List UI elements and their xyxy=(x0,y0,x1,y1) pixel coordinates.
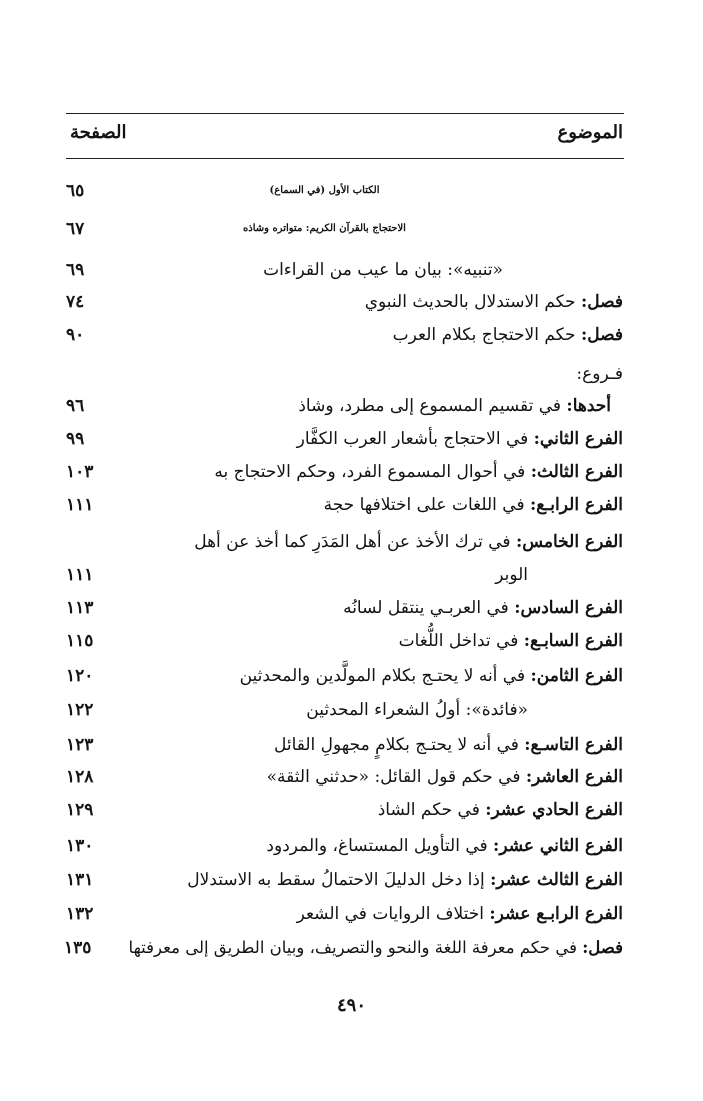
entry-title: الوبر xyxy=(495,565,528,585)
page-number: ٤٩٠ xyxy=(336,995,366,1016)
entry-title: فـروع: xyxy=(576,364,623,384)
toc-entry xyxy=(66,795,623,825)
entry-title: الفرع العاشر: في حكم قول القائل: «حدثني الثقة» xyxy=(266,767,623,787)
entry-page: ١٣١ xyxy=(66,870,94,890)
entry-page: ١١١ xyxy=(66,495,94,515)
entry-page: ١٠٣ xyxy=(66,462,94,482)
toc-entry xyxy=(66,661,623,691)
entry-page: ١٣٠ xyxy=(66,836,94,856)
toc-entry xyxy=(66,730,623,760)
entry-title: الفرع الثاني: في الاحتجاج بأشعار العرب الكفَّار xyxy=(296,429,623,449)
toc-entry xyxy=(66,933,623,963)
entry-page: ١٢٩ xyxy=(66,800,94,820)
entry-page: ٩٠ xyxy=(66,325,85,345)
page-column-header: الصفحة xyxy=(70,122,127,143)
entry-title: «فائدة»: أولُ الشعراء المحدثين xyxy=(306,700,528,720)
entry-page: ١٣٢ xyxy=(66,904,94,924)
toc-entry xyxy=(66,176,623,206)
entry-page: ٩٩ xyxy=(66,429,85,449)
entry-title: الفرع الثاني عشر: في التأويل المستساغ، والمردود xyxy=(266,836,623,856)
entry-page: ١٣٥ xyxy=(64,938,92,958)
entry-page: ٦٩ xyxy=(66,260,85,280)
entry-title: الكتاب الأول (في السماع) xyxy=(269,185,380,196)
entry-title: فصل: في حكم معرفة اللغة والنحو والتصريف، وبيان الطريق إلى معرفتها xyxy=(128,938,623,957)
entry-title: الفرع الرابـع عشر: اختلاف الروايات في الشعر xyxy=(296,904,623,924)
toc-entry xyxy=(66,320,623,350)
entry-title: الفرع السادس: في العربـي ينتقل لسانُه xyxy=(343,598,623,618)
entry-page: ١١٥ xyxy=(66,631,94,651)
toc-entry xyxy=(66,457,623,487)
top-rule xyxy=(66,113,624,114)
entry-page: ١٢٨ xyxy=(66,767,94,787)
toc-entry xyxy=(66,695,623,725)
entry-page: ٧٤ xyxy=(66,292,85,312)
toc-entry xyxy=(66,424,623,454)
toc-entry xyxy=(66,831,623,861)
toc-entry xyxy=(66,287,623,317)
entry-title: الفرع الرابـع: في اللغات على اختلافها حجة xyxy=(323,495,623,515)
toc-entry xyxy=(66,255,623,285)
entry-title: الاحتجاج بالقرآن الكريم: متواتره وشاذه xyxy=(243,223,406,234)
entry-title: فصل: حكم الاستدلال بالحديث النبوي xyxy=(364,292,623,312)
entry-title: الفرع الثالث عشر: إذا دخل الدليلَ الاحتمالُ سقط به الاستدلال xyxy=(187,870,623,890)
entry-title: الفرع التاسـع: في أنه لا يحتـج بكلامٍ مجهولِ القائل xyxy=(273,735,623,755)
entry-title: أحدها: في تقسيم المسموع إلى مطرد، وشاذ xyxy=(298,396,611,416)
entry-title: «تنبيه»: بيان ما عيب من القراءات xyxy=(263,260,503,280)
entry-page: ٦٥ xyxy=(66,181,85,201)
toc-entry xyxy=(66,359,623,389)
entry-title: فصل: حكم الاحتجاج بكلام العرب xyxy=(392,325,623,345)
entry-page: ١١١ xyxy=(66,565,94,585)
toc-entry xyxy=(66,899,623,929)
toc-entry xyxy=(66,762,623,792)
topic-column-header: الموضوع xyxy=(557,122,623,143)
toc-entry xyxy=(66,593,623,623)
entry-page: ١٢٢ xyxy=(66,700,94,720)
entry-page: ٩٦ xyxy=(66,396,85,416)
header-rule xyxy=(66,158,624,159)
toc-entry xyxy=(66,626,623,656)
entry-page: ١١٣ xyxy=(66,598,94,618)
entry-title: الفرع الحادي عشر: في حكم الشاذ xyxy=(377,800,623,820)
toc-entry xyxy=(66,865,623,895)
entry-title: الفرع الثامن: في أنه لا يحتـج بكلام المولَّدين والمحدثين xyxy=(239,666,623,686)
entry-page: ٦٧ xyxy=(66,219,85,239)
toc-entry xyxy=(66,560,623,590)
entry-title: الفرع السابـع: في تداخل اللُّغات xyxy=(398,631,623,651)
entry-title: الفرع الثالث: في أحوال المسموع الفرد، وحكم الاحتجاج به xyxy=(214,462,623,482)
toc-entry xyxy=(66,527,623,557)
entry-title: الفرع الخامس: في ترك الأخذ عن أهل المَدَرِ كما أخذ عن أهل xyxy=(194,532,623,552)
toc-entry xyxy=(66,214,623,244)
entry-page: ١٢٣ xyxy=(66,735,94,755)
toc-entry xyxy=(66,490,623,520)
entry-page: ١٢٠ xyxy=(66,666,94,686)
toc-entry xyxy=(66,391,623,421)
